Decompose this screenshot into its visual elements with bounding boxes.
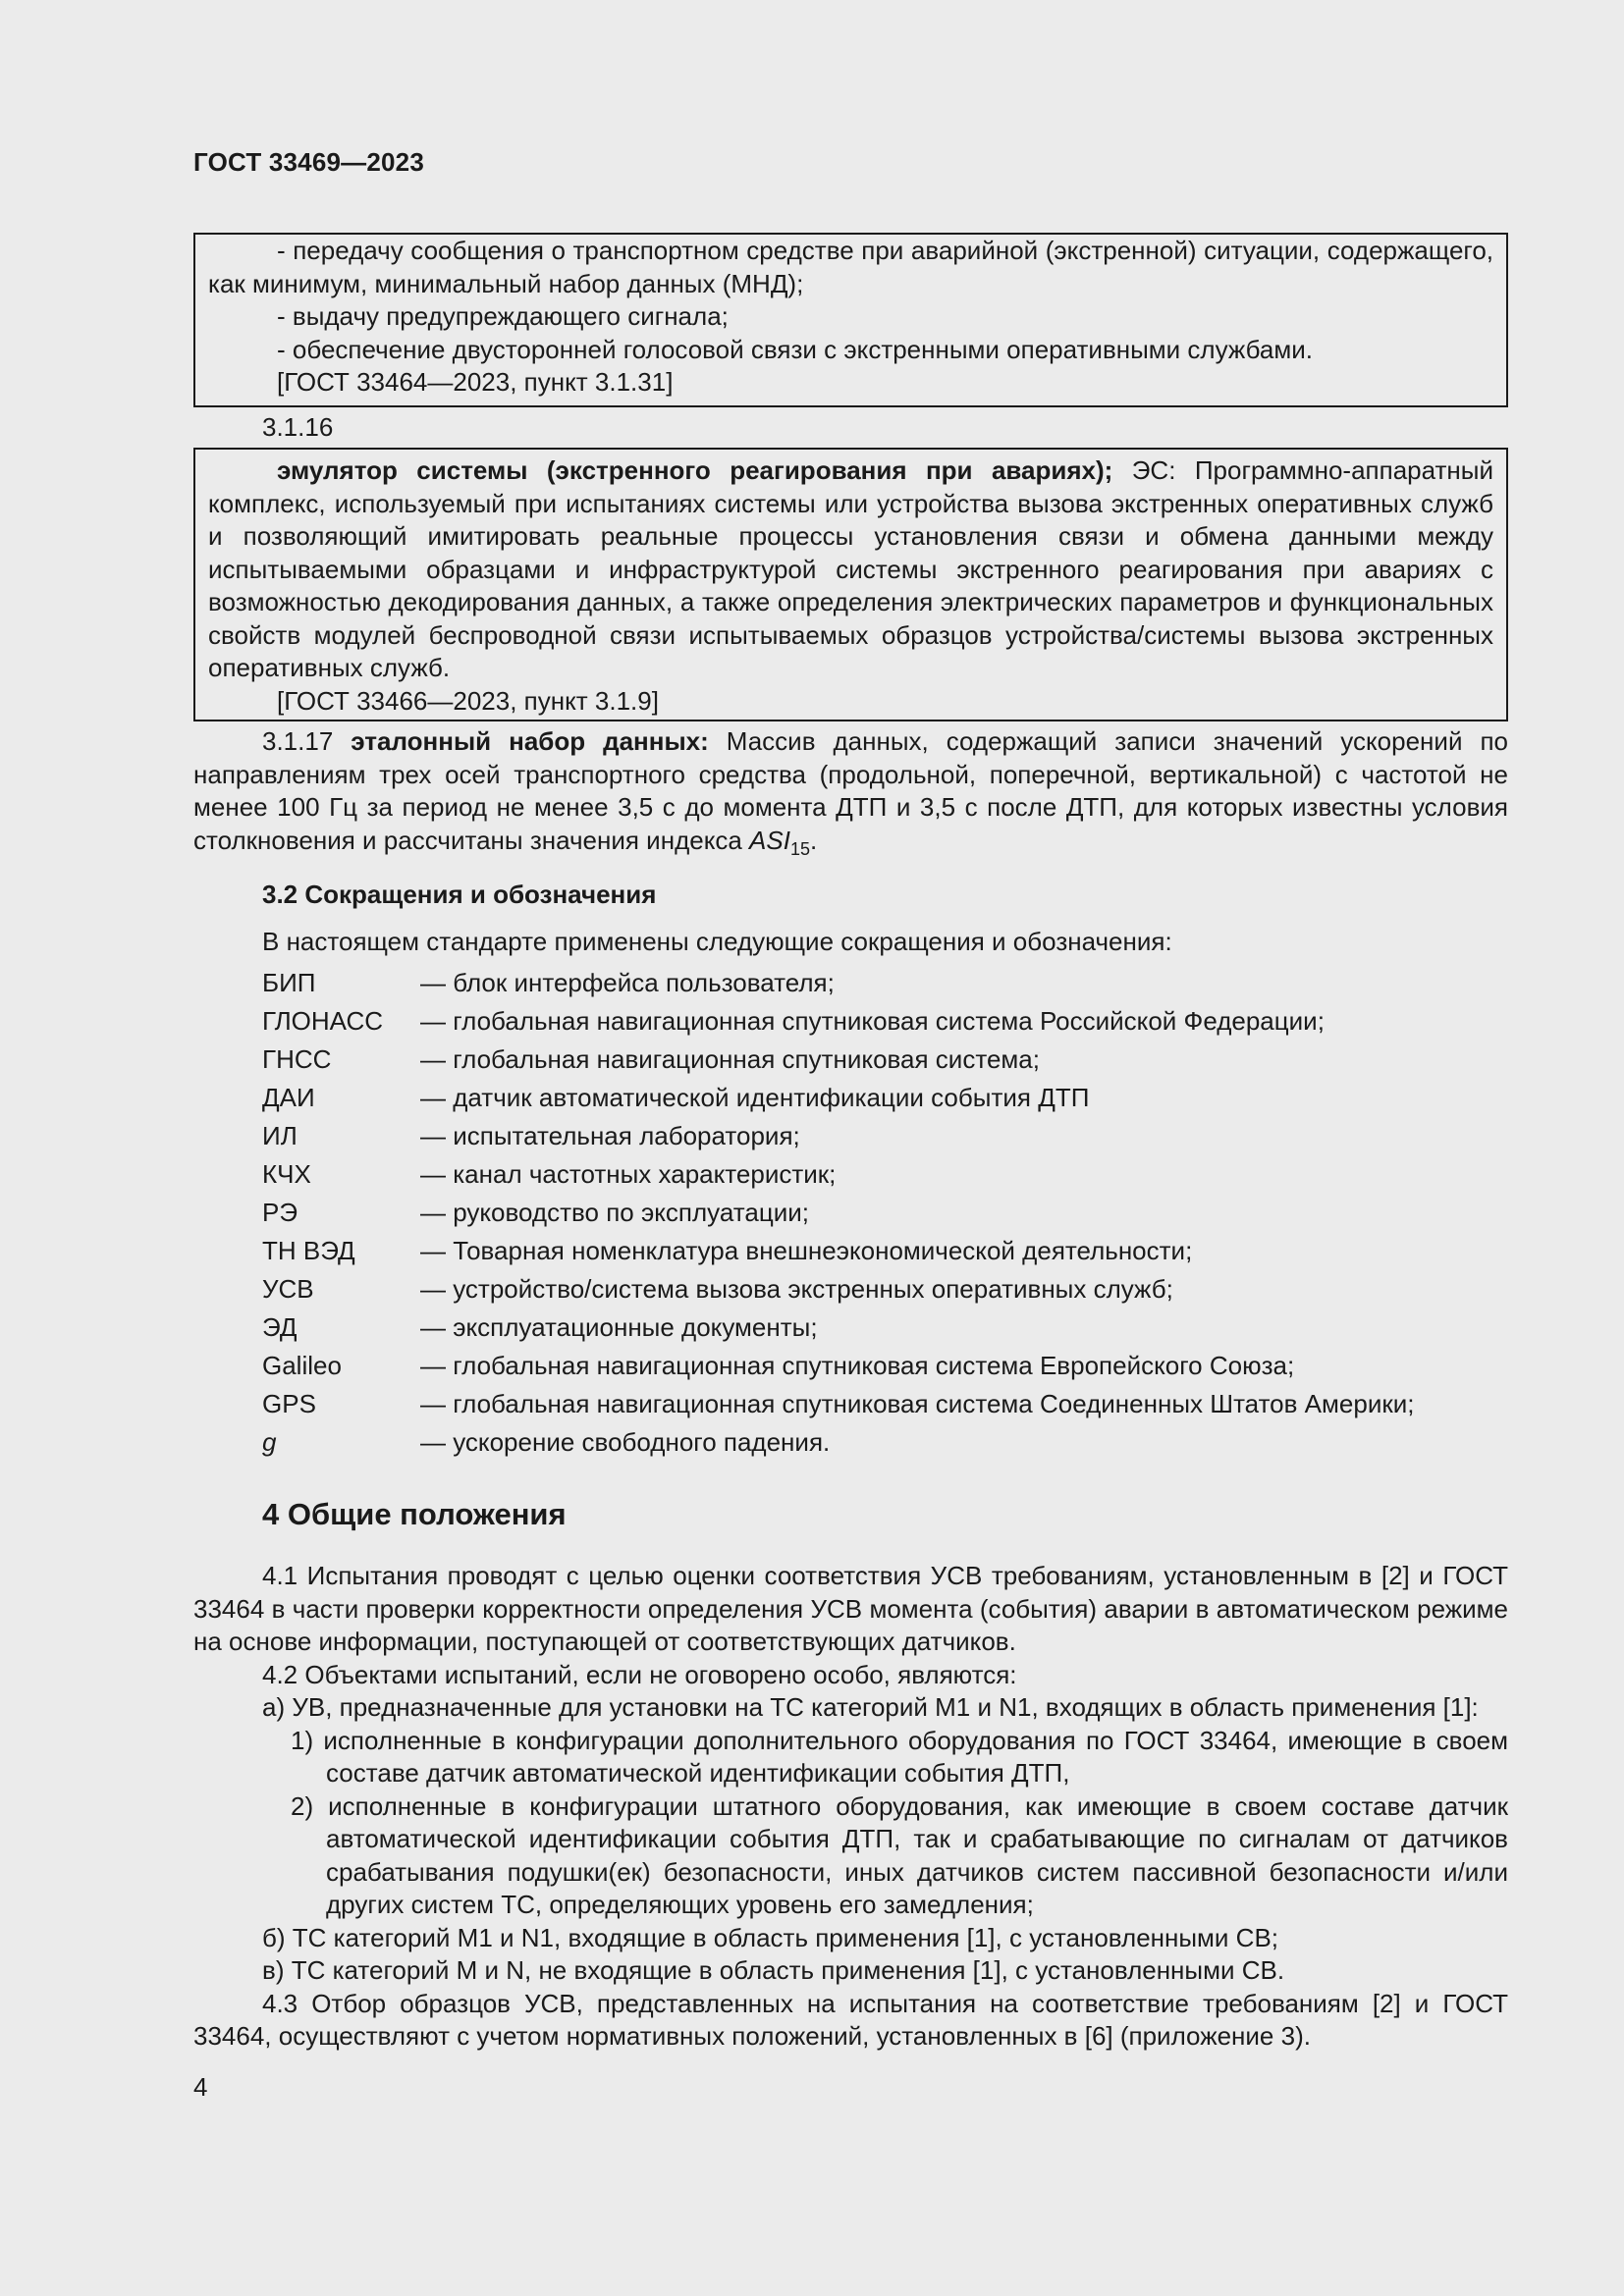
term: эмулятор системы (экстренного реагирования при авариях); xyxy=(277,455,1113,485)
list-item xyxy=(193,1117,1508,1155)
abbr-term: КЧХ xyxy=(262,1158,311,1189)
abbr-term: Galileo xyxy=(262,1350,342,1380)
section-3-2 xyxy=(193,879,1508,912)
abbr-term: УСВ xyxy=(262,1273,314,1304)
abbr-term: ГНСС xyxy=(262,1043,332,1074)
clause-3-1-17 xyxy=(193,725,1508,857)
abbr-definition: — устройство/система вызова экстренных оперативных служб; xyxy=(420,1273,1173,1304)
abbr-term: ГЛОНАСС xyxy=(262,1005,384,1036)
list-item-c: в) ТС категорий M и N, не входящие в область применения [1], с установленными СВ. xyxy=(262,1955,1285,1985)
index-symbol: ASI xyxy=(749,825,790,855)
definition-text: ЭС: Программно-аппаратный комплекс, используемый при испытаниях системы или устройства вызова экстренных оперативных служб и позволяющий имитировать реальные процессы установления связи и обмена данными между испытываемыми образцами и инфраструктурой системы экстренного реагирования при авариях с возможностью декодирования данных, а также определения электрических параметров и функциональных свойств модулей беспроводной связи испытываемых образцов устройства/системы вызова экстренных оперативных служб. xyxy=(208,455,1493,682)
list-item xyxy=(193,1194,1508,1232)
list-item xyxy=(193,1002,1508,1041)
abbr-term: ТН ВЭД xyxy=(262,1235,355,1265)
box1-line-2: - выдачу предупреждающего сигнала; xyxy=(277,301,729,331)
clause-number: 3.1.17 xyxy=(262,726,334,756)
list-item-b: б) ТС категорий M1 и N1, входящие в область применения [1], с установленными СВ; xyxy=(262,1922,1279,1952)
abbr-term: ИЛ xyxy=(262,1120,298,1150)
section-3-2-intro-row xyxy=(193,926,1508,959)
abbr-term: GPS xyxy=(262,1388,316,1418)
definition-text: Массив данных, содержащий записи значений ускорений по направлениям трех осей транспортного средства (продольной, поперечной, вертикальной) с частотой не менее 100 Гц за период не менее 3,5 с до момента ДТП и 3,5 с после ДТП, для которых известны условия столкновения и рассчитаны значения индекса xyxy=(193,726,1508,855)
abbr-definition: — ускорение свободного падения. xyxy=(420,1426,831,1457)
abbr-term: БИП xyxy=(262,967,316,997)
abbr-definition: — блок интерфейса пользователя; xyxy=(420,967,835,997)
list-item xyxy=(193,1308,1508,1347)
list-item xyxy=(193,1347,1508,1385)
box1-line-1: - передачу сообщения о транспортном средстве при аварийной (экстренной) ситуации, содержащего, как минимум, минимальный набор данных (МНД); xyxy=(208,236,1493,298)
list-item xyxy=(193,1385,1508,1423)
list-item-a: а) УВ, предназначенные для установки на ТС категорий M1 и N1, входящих в область применения [1]: xyxy=(262,1692,1479,1722)
abbr-term: ДАИ xyxy=(262,1082,315,1112)
section-title: 4 Общие положения xyxy=(262,1497,567,1531)
box1-line-3: - обеспечение двусторонней голосовой связи с экстренными оперативными службами. xyxy=(277,334,1313,364)
list-item xyxy=(193,1423,1508,1462)
tail: . xyxy=(810,825,818,855)
abbr-definition: — руководство по эксплуатации; xyxy=(420,1197,809,1227)
quoted-definition-box-1 xyxy=(193,233,1508,407)
box2-reference: [ГОСТ 33466—2023, пункт 3.1.9] xyxy=(277,685,659,716)
paragraph-4-3: 4.3 Отбор образцов УСВ, представленных на испытания на соответствие требованиям [2] и ГОСТ 33464, осуществляют с учетом нормативных положений, установленных в [6] (приложение 3). xyxy=(193,1988,1508,2051)
section-4 xyxy=(193,1498,1508,1531)
abbr-term: g xyxy=(262,1426,277,1457)
abbr-definition: — глобальная навигационная спутниковая система Российской Федерации; xyxy=(420,1005,1325,1036)
abbr-definition: — канал частотных характеристик; xyxy=(420,1158,837,1189)
clause-3-1-16-number-row xyxy=(193,411,1508,445)
abbr-term: ЭД xyxy=(262,1311,298,1342)
list-item xyxy=(193,1079,1508,1117)
abbr-definition: — глобальная навигационная спутниковая система; xyxy=(420,1043,1040,1074)
document-header: ГОСТ 33469—2023 xyxy=(193,147,424,177)
list-item xyxy=(193,1155,1508,1194)
list-item-a2: 2) исполненные в конфигурации штатного оборудования, как имеющие в своем составе датчик автоматической идентификации события ДТП, так и срабатывающие по сигналам от датчиков срабатывания подушки(ек) безопасности, иных датчиков систем пассивной безопасности и/или других систем ТС, определяющих уровень его замедления; xyxy=(291,1790,1508,1919)
abbr-definition: — глобальная навигационная спутниковая система Европейского Союза; xyxy=(420,1350,1295,1380)
list-item xyxy=(193,1041,1508,1079)
clause-3-1-17-text xyxy=(193,725,1508,857)
paragraph-4-2: 4.2 Объектами испытаний, если не оговорено особо, являются: xyxy=(262,1659,1017,1689)
abbr-definition: — эксплуатационные документы; xyxy=(420,1311,818,1342)
page-number: 4 xyxy=(193,2072,208,2102)
abbr-definition: — датчик автоматической идентификации события ДТП xyxy=(420,1082,1090,1112)
box1-reference: [ГОСТ 33464—2023, пункт 3.1.31] xyxy=(277,367,674,397)
list-item xyxy=(193,1232,1508,1270)
section-intro: В настоящем стандарте применены следующие сокращения и обозначения: xyxy=(262,927,1172,956)
list-item xyxy=(193,1270,1508,1308)
clause-number: 3.1.16 xyxy=(262,412,334,442)
list-item xyxy=(193,964,1508,1002)
abbr-term: РЭ xyxy=(262,1197,298,1227)
paragraph-4-1: 4.1 Испытания проводят с целью оценки соответствия УСВ требованиям, установленным в [2] и ГОСТ 33464 в части проверки корректности определения УСВ момента (события) аварии в автоматическом режиме на основе информации, поступающей от соответствующих датчиков. xyxy=(193,1561,1508,1656)
index-subscript: 15 xyxy=(789,838,810,859)
abbr-definition: — испытательная лаборатория; xyxy=(420,1120,800,1150)
section-4-body xyxy=(193,1560,1508,2054)
quoted-definition-box-2 xyxy=(193,448,1508,721)
section-title: 3.2 Сокращения и обозначения xyxy=(262,880,657,909)
list-item-a1: 1) исполненные в конфигурации дополнительного оборудования по ГОСТ 33464, имеющие в своем составе датчик автоматической идентификации события ДТП, xyxy=(291,1725,1508,1788)
term: эталонный набор данных: xyxy=(351,726,709,756)
clause-3-1-16-definition xyxy=(208,454,1493,685)
abbr-definition: — Товарная номенклатура внешнеэкономической деятельности; xyxy=(420,1235,1193,1265)
abbreviations-list xyxy=(193,964,1508,1462)
abbr-definition: — глобальная навигационная спутниковая система Соединенных Штатов Америки; xyxy=(420,1388,1415,1418)
